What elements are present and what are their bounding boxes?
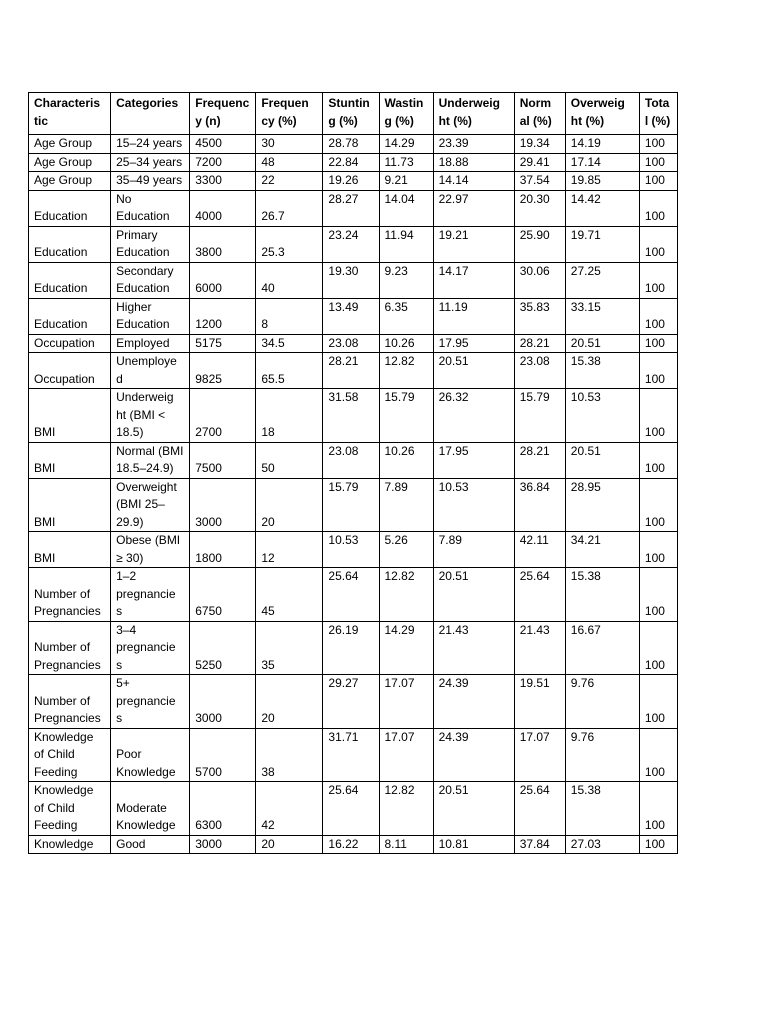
cell-frequency-n: 1200: [190, 298, 256, 334]
cell-underweight: 26.32: [433, 389, 514, 443]
cell-category: Primary Education: [111, 226, 190, 262]
cell-overweight: 14.42: [565, 190, 639, 226]
cell-category: 1–2 pregnancie s: [111, 568, 190, 622]
cell-normal: 15.79: [514, 389, 565, 443]
cell-characteristic: Age Group: [29, 153, 111, 172]
cell-normal: 25.90: [514, 226, 565, 262]
cell-frequency-n: 3000: [190, 835, 256, 854]
cell-normal: 19.34: [514, 135, 565, 154]
table-row: [29, 172, 678, 191]
cell-stunting: 19.30: [323, 262, 379, 298]
cell-frequency-pct: 48: [256, 153, 323, 172]
cell-category: Good: [111, 835, 190, 854]
cell-wasting: 11.94: [379, 226, 433, 262]
cell-characteristic: Number of Pregnancies: [29, 621, 111, 675]
table-row: [29, 532, 678, 568]
cell-frequency-pct: 40: [256, 262, 323, 298]
cell-total: 100: [639, 782, 677, 836]
cell-frequency-pct: 20: [256, 675, 323, 729]
cell-stunting: 13.49: [323, 298, 379, 334]
cell-underweight: 11.19: [433, 298, 514, 334]
cell-characteristic: Knowledge of Child Feeding: [29, 728, 111, 782]
table-row: [29, 135, 678, 154]
cell-underweight: 24.39: [433, 675, 514, 729]
cell-wasting: 11.73: [379, 153, 433, 172]
cell-frequency-pct: 35: [256, 621, 323, 675]
header-overweight: Overweig ht (%): [565, 93, 639, 135]
cell-wasting: 8.11: [379, 835, 433, 854]
cell-category: Secondary Education: [111, 262, 190, 298]
table-row: [29, 334, 678, 353]
cell-normal: 37.84: [514, 835, 565, 854]
cell-frequency-n: 5175: [190, 334, 256, 353]
cell-frequency-n: 4500: [190, 135, 256, 154]
cell-total: 100: [639, 262, 677, 298]
cell-wasting: 12.82: [379, 782, 433, 836]
cell-wasting: 17.07: [379, 675, 433, 729]
cell-underweight: 17.95: [433, 442, 514, 478]
cell-overweight: 16.67: [565, 621, 639, 675]
cell-stunting: 26.19: [323, 621, 379, 675]
cell-total: 100: [639, 532, 677, 568]
cell-total: 100: [639, 389, 677, 443]
cell-total: 100: [639, 568, 677, 622]
header-frequency-pct: Frequen cy (%): [256, 93, 323, 135]
cell-total: 100: [639, 172, 677, 191]
cell-underweight: 20.51: [433, 568, 514, 622]
cell-frequency-n: 5700: [190, 728, 256, 782]
cell-wasting: 14.29: [379, 621, 433, 675]
cell-frequency-pct: 8: [256, 298, 323, 334]
cell-frequency-pct: 22: [256, 172, 323, 191]
cell-overweight: 33.15: [565, 298, 639, 334]
cell-category: 5+ pregnancie s: [111, 675, 190, 729]
cell-underweight: 19.21: [433, 226, 514, 262]
cell-overweight: 15.38: [565, 568, 639, 622]
cell-total: 100: [639, 190, 677, 226]
cell-underweight: 10.53: [433, 478, 514, 532]
cell-underweight: 21.43: [433, 621, 514, 675]
cell-category: Obese (BMI ≥ 30): [111, 532, 190, 568]
cell-overweight: 19.71: [565, 226, 639, 262]
cell-normal: 28.21: [514, 442, 565, 478]
cell-wasting: 10.26: [379, 334, 433, 353]
cell-normal: 42.11: [514, 532, 565, 568]
cell-normal: 36.84: [514, 478, 565, 532]
header-characteristic: Characteris tic: [29, 93, 111, 135]
cell-stunting: 29.27: [323, 675, 379, 729]
cell-characteristic: BMI: [29, 478, 111, 532]
cell-characteristic: Knowledge of Child Feeding: [29, 782, 111, 836]
cell-stunting: 28.27: [323, 190, 379, 226]
cell-normal: 19.51: [514, 675, 565, 729]
cell-characteristic: Education: [29, 298, 111, 334]
cell-characteristic: Number of Pregnancies: [29, 568, 111, 622]
cell-frequency-n: 3000: [190, 478, 256, 532]
cell-total: 100: [639, 334, 677, 353]
table-body: [29, 135, 678, 854]
cell-overweight: 27.25: [565, 262, 639, 298]
cell-frequency-n: 7200: [190, 153, 256, 172]
cell-category: 3–4 pregnancie s: [111, 621, 190, 675]
cell-total: 100: [639, 442, 677, 478]
cell-wasting: 14.29: [379, 135, 433, 154]
cell-normal: 28.21: [514, 334, 565, 353]
cell-characteristic: BMI: [29, 389, 111, 443]
cell-normal: 20.30: [514, 190, 565, 226]
cell-stunting: 28.21: [323, 353, 379, 389]
cell-normal: 21.43: [514, 621, 565, 675]
header-stunting: Stuntin g (%): [323, 93, 379, 135]
cell-stunting: 23.08: [323, 334, 379, 353]
table-row: [29, 835, 678, 854]
cell-characteristic: Occupation: [29, 353, 111, 389]
cell-wasting: 12.82: [379, 353, 433, 389]
cell-wasting: 15.79: [379, 389, 433, 443]
cell-normal: 25.64: [514, 782, 565, 836]
cell-stunting: 31.58: [323, 389, 379, 443]
cell-wasting: 6.35: [379, 298, 433, 334]
cell-frequency-n: 1800: [190, 532, 256, 568]
table-row: [29, 389, 678, 443]
cell-wasting: 12.82: [379, 568, 433, 622]
table-row: [29, 782, 678, 836]
cell-overweight: 34.21: [565, 532, 639, 568]
cell-normal: 30.06: [514, 262, 565, 298]
table-row: [29, 153, 678, 172]
cell-category: 25–34 years: [111, 153, 190, 172]
cell-category: 35–49 years: [111, 172, 190, 191]
cell-overweight: 17.14: [565, 153, 639, 172]
header-categories: Categories: [111, 93, 190, 135]
cell-total: 100: [639, 135, 677, 154]
cell-frequency-n: 5250: [190, 621, 256, 675]
cell-normal: 29.41: [514, 153, 565, 172]
cell-stunting: 15.79: [323, 478, 379, 532]
header-wasting: Wastin g (%): [379, 93, 433, 135]
characteristics-table: [28, 92, 678, 854]
cell-frequency-n: 6300: [190, 782, 256, 836]
cell-category: Employed: [111, 334, 190, 353]
table-row: [29, 478, 678, 532]
cell-frequency-n: 2700: [190, 389, 256, 443]
cell-overweight: 9.76: [565, 728, 639, 782]
cell-overweight: 15.38: [565, 353, 639, 389]
cell-characteristic: Occupation: [29, 334, 111, 353]
cell-underweight: 23.39: [433, 135, 514, 154]
cell-wasting: 10.26: [379, 442, 433, 478]
cell-total: 100: [639, 226, 677, 262]
cell-category: Underweig ht (BMI < 18.5): [111, 389, 190, 443]
cell-overweight: 20.51: [565, 442, 639, 478]
cell-overweight: 15.38: [565, 782, 639, 836]
cell-characteristic: Age Group: [29, 135, 111, 154]
cell-characteristic: Education: [29, 226, 111, 262]
table-row: [29, 262, 678, 298]
table-row: [29, 190, 678, 226]
cell-frequency-n: 6750: [190, 568, 256, 622]
cell-category: Moderate Knowledge: [111, 782, 190, 836]
cell-stunting: 25.64: [323, 782, 379, 836]
cell-frequency-pct: 30: [256, 135, 323, 154]
cell-wasting: 7.89: [379, 478, 433, 532]
cell-frequency-pct: 26.7: [256, 190, 323, 226]
cell-frequency-pct: 38: [256, 728, 323, 782]
cell-category: Higher Education: [111, 298, 190, 334]
cell-underweight: 24.39: [433, 728, 514, 782]
cell-underweight: 22.97: [433, 190, 514, 226]
cell-wasting: 5.26: [379, 532, 433, 568]
cell-characteristic: Education: [29, 262, 111, 298]
header-total: Tota l (%): [639, 93, 677, 135]
table-row: [29, 226, 678, 262]
cell-total: 100: [639, 353, 677, 389]
cell-underweight: 7.89: [433, 532, 514, 568]
table-row: [29, 728, 678, 782]
cell-frequency-pct: 45: [256, 568, 323, 622]
cell-normal: 37.54: [514, 172, 565, 191]
cell-characteristic: Knowledge: [29, 835, 111, 854]
cell-stunting: 10.53: [323, 532, 379, 568]
cell-wasting: 17.07: [379, 728, 433, 782]
cell-category: Unemploye d: [111, 353, 190, 389]
cell-stunting: 25.64: [323, 568, 379, 622]
cell-overweight: 10.53: [565, 389, 639, 443]
cell-normal: 35.83: [514, 298, 565, 334]
cell-characteristic: Age Group: [29, 172, 111, 191]
cell-overweight: 20.51: [565, 334, 639, 353]
cell-stunting: 22.84: [323, 153, 379, 172]
cell-frequency-pct: 20: [256, 835, 323, 854]
cell-characteristic: BMI: [29, 532, 111, 568]
cell-overweight: 27.03: [565, 835, 639, 854]
cell-underweight: 18.88: [433, 153, 514, 172]
cell-total: 100: [639, 728, 677, 782]
cell-underweight: 17.95: [433, 334, 514, 353]
cell-frequency-n: 6000: [190, 262, 256, 298]
cell-stunting: 23.24: [323, 226, 379, 262]
cell-frequency-n: 7500: [190, 442, 256, 478]
cell-frequency-n: 3300: [190, 172, 256, 191]
cell-underweight: 14.14: [433, 172, 514, 191]
cell-overweight: 19.85: [565, 172, 639, 191]
table-row: [29, 442, 678, 478]
cell-total: 100: [639, 835, 677, 854]
header-normal: Norm al (%): [514, 93, 565, 135]
cell-category: Poor Knowledge: [111, 728, 190, 782]
cell-underweight: 10.81: [433, 835, 514, 854]
cell-frequency-pct: 42: [256, 782, 323, 836]
cell-total: 100: [639, 621, 677, 675]
cell-characteristic: Number of Pregnancies: [29, 675, 111, 729]
cell-frequency-n: 3000: [190, 675, 256, 729]
table-row: [29, 621, 678, 675]
cell-underweight: 20.51: [433, 782, 514, 836]
table-row: [29, 353, 678, 389]
cell-wasting: 9.23: [379, 262, 433, 298]
cell-normal: 17.07: [514, 728, 565, 782]
cell-category: 15–24 years: [111, 135, 190, 154]
cell-stunting: 23.08: [323, 442, 379, 478]
cell-total: 100: [639, 478, 677, 532]
cell-frequency-pct: 34.5: [256, 334, 323, 353]
cell-frequency-n: 4000: [190, 190, 256, 226]
cell-wasting: 14.04: [379, 190, 433, 226]
cell-characteristic: Education: [29, 190, 111, 226]
cell-stunting: 19.26: [323, 172, 379, 191]
cell-category: Normal (BMI 18.5–24.9): [111, 442, 190, 478]
cell-normal: 23.08: [514, 353, 565, 389]
cell-characteristic: BMI: [29, 442, 111, 478]
cell-frequency-pct: 25.3: [256, 226, 323, 262]
table-header-row: [29, 93, 678, 135]
cell-category: No Education: [111, 190, 190, 226]
cell-overweight: 14.19: [565, 135, 639, 154]
cell-frequency-pct: 20: [256, 478, 323, 532]
cell-underweight: 14.17: [433, 262, 514, 298]
cell-underweight: 20.51: [433, 353, 514, 389]
cell-frequency-pct: 50: [256, 442, 323, 478]
header-frequency-n: Frequenc y (n): [190, 93, 256, 135]
cell-total: 100: [639, 675, 677, 729]
cell-total: 100: [639, 298, 677, 334]
table-row: [29, 675, 678, 729]
cell-normal: 25.64: [514, 568, 565, 622]
cell-category: Overweight (BMI 25–29.9): [111, 478, 190, 532]
cell-total: 100: [639, 153, 677, 172]
cell-stunting: 28.78: [323, 135, 379, 154]
cell-frequency-pct: 12: [256, 532, 323, 568]
cell-overweight: 28.95: [565, 478, 639, 532]
table-row: [29, 568, 678, 622]
cell-stunting: 31.71: [323, 728, 379, 782]
cell-stunting: 16.22: [323, 835, 379, 854]
cell-frequency-n: 9825: [190, 353, 256, 389]
cell-frequency-pct: 18: [256, 389, 323, 443]
cell-frequency-n: 3800: [190, 226, 256, 262]
cell-overweight: 9.76: [565, 675, 639, 729]
cell-wasting: 9.21: [379, 172, 433, 191]
cell-frequency-pct: 65.5: [256, 353, 323, 389]
table-row: [29, 298, 678, 334]
header-underweight: Underweig ht (%): [433, 93, 514, 135]
